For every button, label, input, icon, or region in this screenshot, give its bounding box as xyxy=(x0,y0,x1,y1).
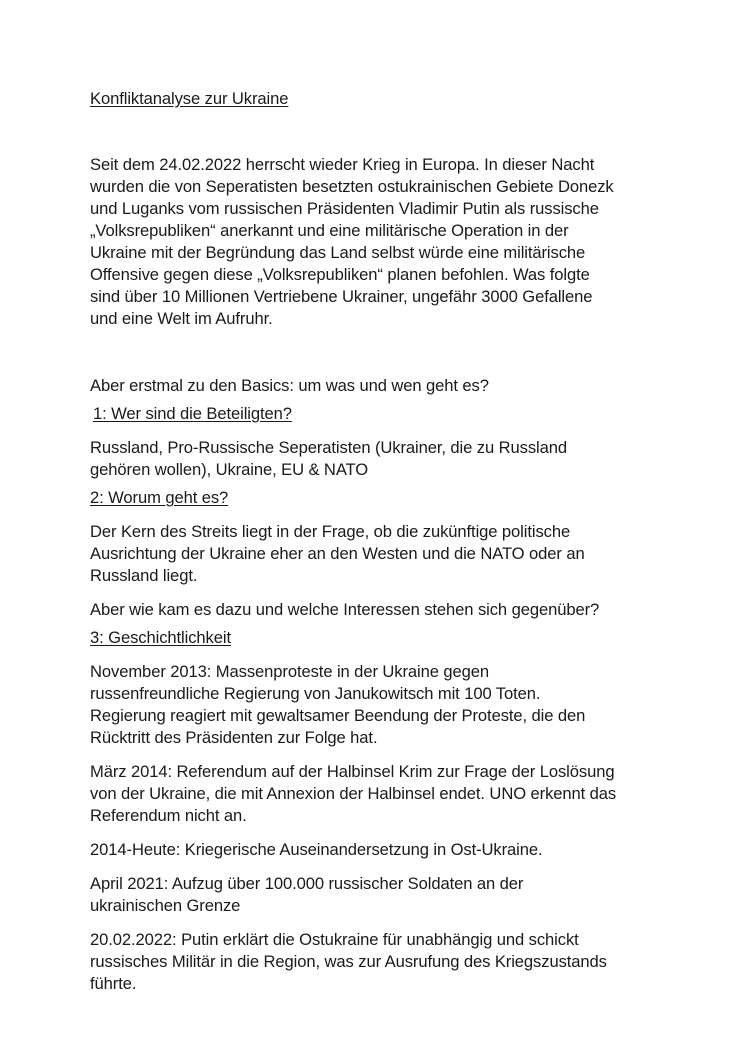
section-heading-1: 1: Wer sind die Beteiligten? xyxy=(93,404,292,423)
text-line: russenfreundliche Regierung von Janukowitsch mit 100 Toten. xyxy=(90,684,541,703)
timeline-event xyxy=(90,661,690,749)
text-line: März 2014: Referendum auf der Halbinsel Krim zur Frage der Loslösung xyxy=(90,762,615,781)
text-line: Der Kern des Streits liegt in der Frage, ob die zukünftige politische xyxy=(90,522,571,541)
text-line: Russland, Pro-Russische Seperatisten (Ukrainer, die zu Russland xyxy=(90,438,567,457)
timeline-event xyxy=(90,929,690,995)
text-line: wurden die von Seperatisten besetzten ostukrainischen Gebiete Donezk xyxy=(90,177,614,196)
text-line: und Luganks vom russischen Präsidenten Vladimir Putin als russische xyxy=(90,199,599,218)
text-line: Russland liegt. xyxy=(90,566,198,585)
section-heading-2: 2: Worum geht es? xyxy=(90,488,229,507)
text-line: führte. xyxy=(90,974,137,993)
section-heading-3: 3: Geschichtlichkeit xyxy=(90,628,231,647)
text-line: russisches Militär in die Region, was zur Ausrufung des Kriegszustands xyxy=(90,952,607,971)
text-line: 2014-Heute: Kriegerische Auseinandersetzung in Ost-Ukraine. xyxy=(90,840,543,859)
document-title: Konfliktanalyse zur Ukraine xyxy=(90,89,289,108)
section-1-text xyxy=(90,437,690,481)
timeline-event xyxy=(90,839,690,861)
text-line: 20.02.2022: Putin erklärt die Ostukraine für unabhängig und schickt xyxy=(90,930,579,949)
intro-paragraph xyxy=(90,154,690,330)
text-line: gehören wollen), Ukraine, EU & NATO xyxy=(90,460,369,479)
text-line: April 2021: Aufzug über 100.000 russischer Soldaten an der xyxy=(90,874,524,893)
document-page xyxy=(90,88,690,995)
text-line: Ausrichtung der Ukraine eher an den Westen und die NATO oder an xyxy=(90,544,585,563)
text-line: Seit dem 24.02.2022 herrscht wieder Krieg in Europa. In dieser Nacht xyxy=(90,155,595,174)
section-2-question: Aber wie kam es dazu und welche Interessen stehen sich gegenüber? xyxy=(90,600,600,619)
text-line: Rücktritt des Präsidenten zur Folge hat. xyxy=(90,728,378,747)
text-line: Regierung reagiert mit gewaltsamer Beendung der Proteste, die den xyxy=(90,706,586,725)
timeline-event xyxy=(90,873,690,917)
text-line: „Volksrepubliken“ anerkannt und eine militärische Operation in der xyxy=(90,221,569,240)
text-line: Offensive gegen diese „Volksrepubliken“ planen befohlen. Was folgte xyxy=(90,265,590,284)
text-line: November 2013: Massenproteste in der Ukraine gegen xyxy=(90,662,490,681)
basics-question: Aber erstmal zu den Basics: um was und wen geht es? xyxy=(90,376,489,395)
text-line: von der Ukraine, die mit Annexion der Halbinsel endet. UNO erkennt das xyxy=(90,784,617,803)
text-line: sind über 10 Millionen Vertriebene Ukrainer, ungefähr 3000 Gefallene xyxy=(90,287,593,306)
text-line: und eine Welt im Aufruhr. xyxy=(90,309,273,328)
text-line: Referendum nicht an. xyxy=(90,806,247,825)
text-line: Ukraine mit der Begründung das Land selbst würde eine militärische xyxy=(90,243,586,262)
section-2-text xyxy=(90,521,690,587)
text-line: ukrainischen Grenze xyxy=(90,896,241,915)
timeline-event xyxy=(90,761,690,827)
